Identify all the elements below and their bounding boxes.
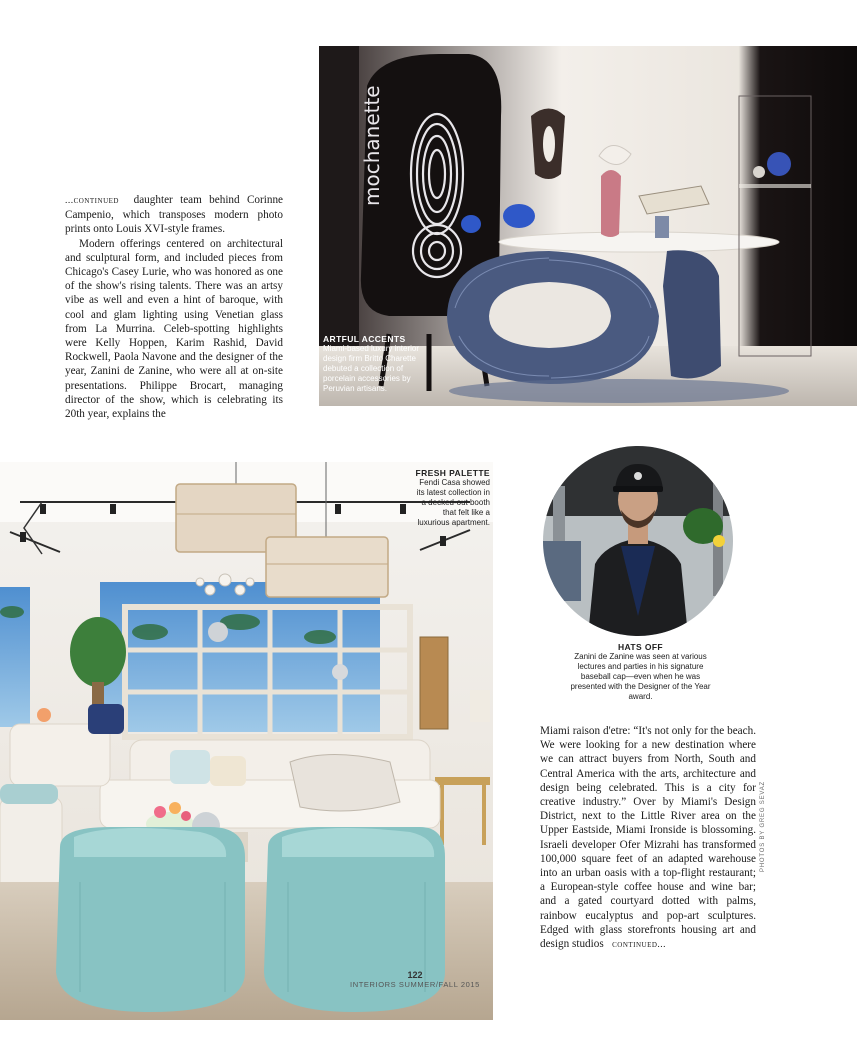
photo-credit: PHOTOS BY GREG SEVAZ bbox=[760, 780, 766, 872]
fresh-palette-illustration bbox=[0, 462, 493, 1020]
page-number: 122 bbox=[407, 970, 423, 980]
caption-body: Fendi Casa showed its latest collection in a decked-out booth that felt like a luxurious apartment. bbox=[416, 478, 490, 527]
photo-artful-accents bbox=[319, 46, 857, 406]
portrait-illustration bbox=[543, 446, 733, 636]
caption-body: Zanini de Zanine was seen at various lectures and parties in his signature baseball cap—even when he was presented with the Designer of the Year award. bbox=[570, 652, 711, 701]
caption-fresh-palette bbox=[410, 468, 490, 528]
continued-label: continued... bbox=[612, 940, 667, 951]
caption-head: FRESH PALETTE bbox=[415, 468, 490, 478]
portrait-circle bbox=[543, 446, 733, 636]
article-column-2 bbox=[540, 724, 756, 952]
article-column-1 bbox=[65, 193, 283, 421]
caption-body: Miami-based luxury interior design firm Britto Charette debuted a collection of porcelain accessories by Peruvian artisans. bbox=[323, 344, 420, 393]
publication-name: INTERIORS SUMMER/FALL 2015 bbox=[350, 980, 480, 989]
paragraph-2: Modern offerings centered on architectural and sculptural form, and included pieces from Chicago's Casey Lurie, who was honored as one of the show's rising talents. There was an artsy vibe as well and even a hint of baroque, with cool and glam lighting using Venetian glass from La Murrina. Celeb-spotting highlights were Kelly Hoppen, Karim Rashid, David Rockwell, Paola Navone and the designer of the year, Zanini de Zanine, who were all at on-site presentations. Philippe Brocart, managing director of the show, which is celebrating its 20th year, explains the bbox=[65, 237, 283, 421]
paragraph-3: Miami raison d'etre: “It's not only for the beach. We were looking for a new destination where we can attract buyers from North, South and Central America with the arts, architecture and design being celebrated. This is a city for creative industry.” Over by Miami's Design District, next to the Little River area on the Upper Eastside, Miami Ironside is blossoming. Israeli developer Ofer Mizrahi has transformed 100,000 square feet of an adapted warehouse into an urban oasis with a top-flight restaurant; a European-style coffee house and wine bar; and a gated courtyard dotted with palms, rainbow eucalyptus and pop-art sculptures. Edged with glass storefronts housing art and design studios continued... bbox=[540, 725, 756, 951]
cabinet-lettering: mochanette bbox=[360, 85, 384, 206]
photo-fresh-palette bbox=[0, 462, 493, 1020]
paragraph-1: ...continued daughter team behind Corinne Campenio, which transposes modern photo prints onto Louis XVI-style frames. bbox=[65, 194, 284, 236]
caption-head: HATS OFF bbox=[617, 642, 664, 652]
continued-label: ...continued bbox=[65, 196, 119, 206]
caption-hats-off bbox=[568, 642, 713, 702]
caption-head: ARTFUL ACCENTS bbox=[323, 334, 406, 344]
caption-artful-accents bbox=[323, 334, 435, 394]
page-footer bbox=[340, 970, 490, 989]
